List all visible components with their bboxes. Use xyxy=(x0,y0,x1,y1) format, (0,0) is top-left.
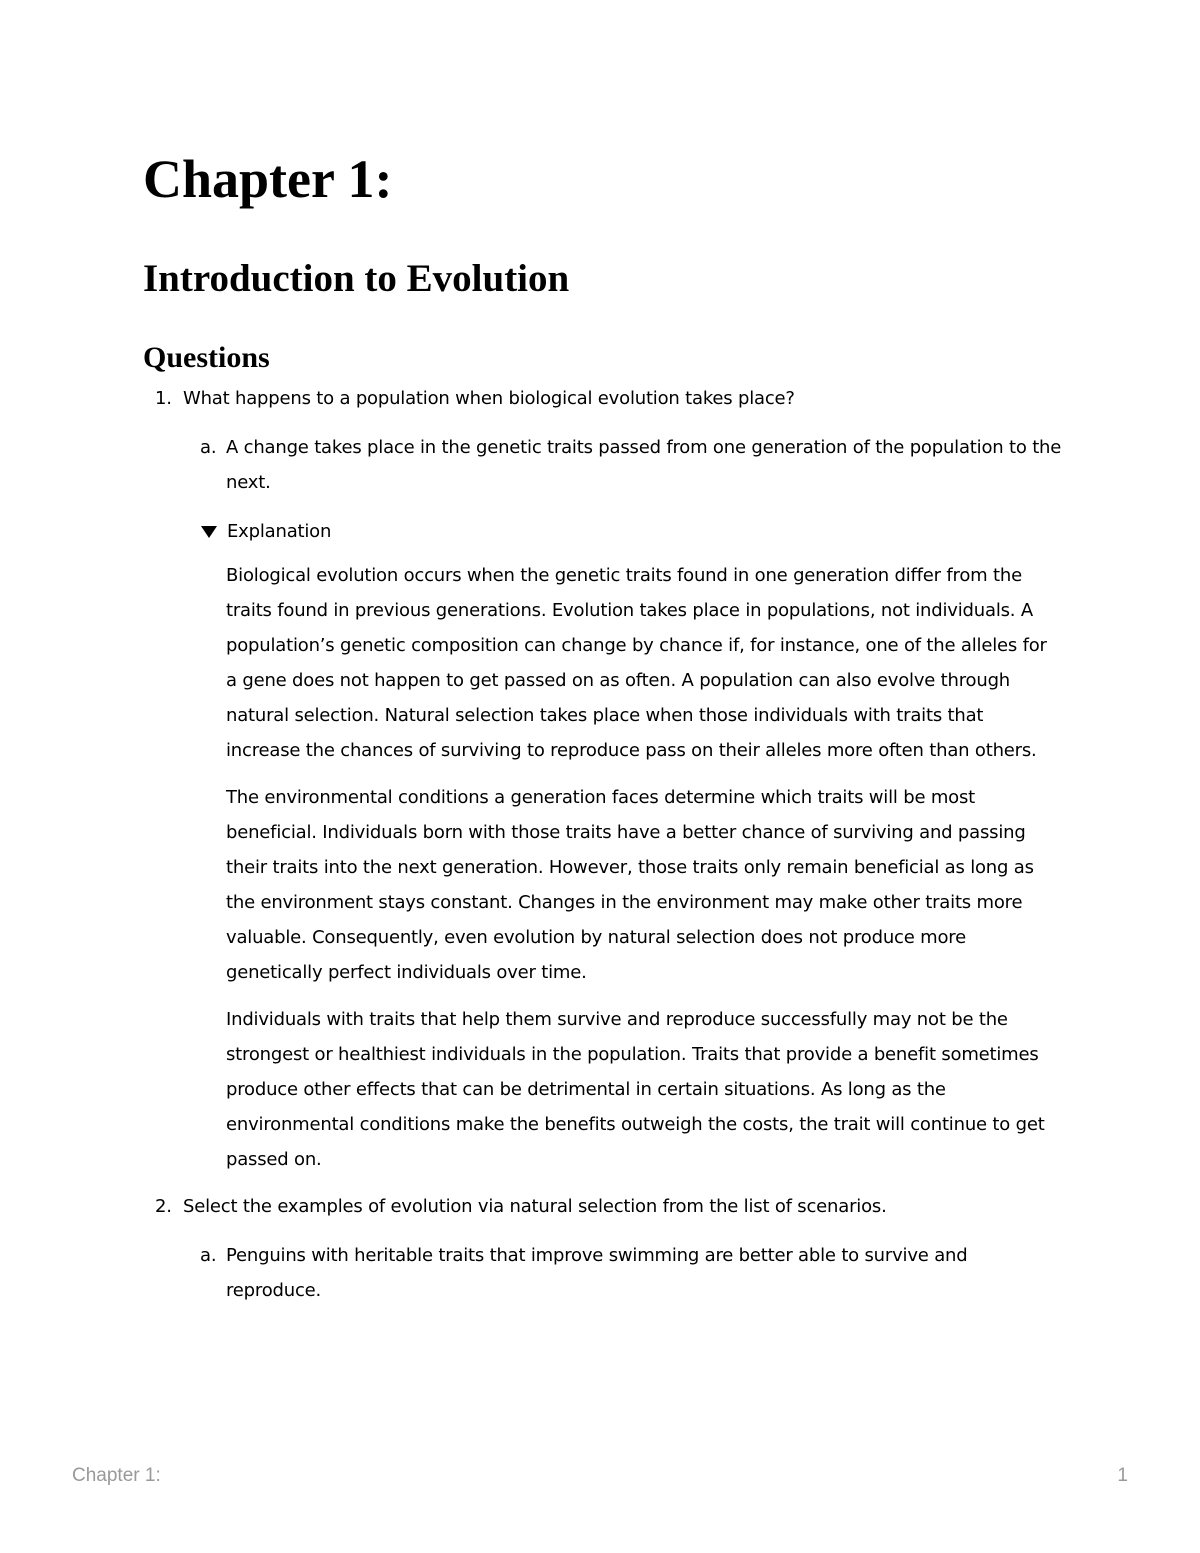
answer-letter: a. xyxy=(200,437,217,458)
subsection-title: Questions xyxy=(143,341,270,374)
footer-chapter-label: Chapter 1: xyxy=(72,1465,161,1486)
answer-text: Penguins with heritable traits that improve swimming are better able to survive and reproduce. xyxy=(226,1245,968,1301)
explanation-paragraph: Individuals with traits that help them survive and reproduce successfully may not be the strongest or healthiest individuals in the population. Traits that provide a benefit sometimes produce other effects that can be detrimental in certain situations. As long as the environmental conditions make the benefits outweigh the costs, the trait will continue to get passed on. xyxy=(226,1009,1045,1170)
question-list xyxy=(143,381,1063,1308)
page-content xyxy=(143,145,1063,1308)
triangle-down-icon[interactable] xyxy=(201,526,217,538)
explanation-paragraph: Biological evolution occurs when the genetic traits found in one generation differ from the traits found in previous generations. Evolution takes place in populations, not individuals. A population’s genetic composition can change by chance if, for instance, one of the alleles for a gene does not happen to get passed on as often. A population can also evolve through natural selection. Natural selection takes place when those individuals with traits that increase the chances of surviving to reproduce pass on their alleles more often than others. xyxy=(226,565,1047,761)
question-number: 2. xyxy=(155,1196,172,1217)
answer-item xyxy=(183,430,1063,500)
explanation-label[interactable]: Explanation xyxy=(227,521,332,542)
answer-list xyxy=(183,430,1063,500)
chapter-title: Chapter 1: xyxy=(143,149,393,209)
explanation-summary[interactable] xyxy=(200,514,1063,549)
question-number: 1. xyxy=(155,388,172,409)
answer-letter: a. xyxy=(200,1245,217,1266)
question-item xyxy=(143,1189,1063,1308)
explanation-body xyxy=(226,558,1063,1177)
answer-text: A change takes place in the genetic traits passed from one generation of the population to the next. xyxy=(226,437,1062,493)
explanation-paragraph: The environmental conditions a generation faces determine which traits will be most beneficial. Individuals born with those traits have a better chance of surviving and passing their traits into the next generation. However, those traits only remain beneficial as long as the environment stays constant. Changes in the environment may make other traits more valuable. Consequently, even evolution by natural selection does not produce more genetically perfect individuals over time. xyxy=(226,787,1034,983)
answer-list xyxy=(183,1238,1063,1308)
answer-item xyxy=(183,1238,1063,1308)
question-text: Select the examples of evolution via natural selection from the list of scenarios. xyxy=(183,1196,887,1217)
question-text: What happens to a population when biological evolution takes place? xyxy=(183,388,795,409)
question-item xyxy=(143,381,1063,1177)
footer-page-number: 1 xyxy=(1117,1465,1128,1486)
section-title: Introduction to Evolution xyxy=(143,257,570,300)
explanation-toggle xyxy=(200,514,1063,1177)
